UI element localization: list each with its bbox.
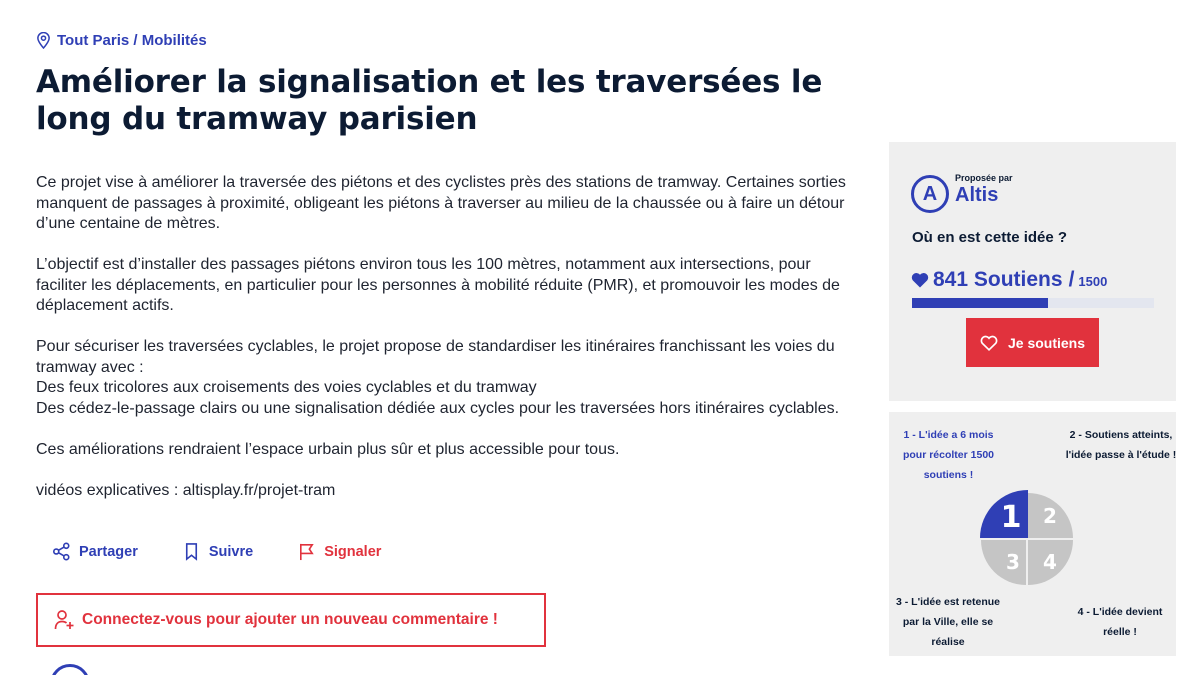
- idea-actions: [52, 542, 425, 561]
- report-button[interactable]: [297, 542, 381, 561]
- report-label: Signaler: [324, 543, 382, 560]
- location-pin-icon: [36, 32, 51, 49]
- step-4-number: 4: [1043, 550, 1057, 574]
- description-paragraph: Pour sécuriser les traversées cyclables, le projet propose de standardiser les itinéraires franchissant les voies du tramway avec :: [36, 338, 835, 376]
- description-paragraph: Des cédez-le-passage clairs ou une signalisation dédiée aux cycles pour les traversées hors itinéraires cyclables.: [36, 399, 840, 417]
- step-2-text: 2 - Soutiens atteints, l'idée passe à l'étude !: [1065, 429, 1177, 461]
- description-paragraph: L’objectif est d’installer des passages piétons environ tous les 100 mètres, notamment aux intersections, pour faciliter les déplacements, en particulier pour les personnes à mobilité réduite (PMR), et promouvoir les modes de déplacement actifs.: [36, 256, 840, 314]
- step-3-text: 3 - L'idée est retenue par la Ville, elle se réalise: [895, 596, 1001, 648]
- heart-outline-icon: [980, 335, 998, 351]
- author-name[interactable]: Altis: [955, 184, 999, 206]
- share-button[interactable]: [52, 542, 138, 561]
- flag-icon: [297, 542, 316, 561]
- description-line: Des feux tricolores aux croisements des voies cyclables et du tramway: [36, 379, 537, 396]
- idea-description: [36, 173, 846, 522]
- share-label: Partager: [79, 543, 138, 560]
- heart-icon: [911, 272, 929, 288]
- description-paragraph: Ce projet vise à améliorer la traversée des piétons et des cyclistes près des stations de tramway. Certaines sorties manquent de passages à proximité, obligeant les piétons à traverser au milieu de la chaussée ou à faire un détour d’une centaine de mètres.: [36, 174, 846, 232]
- breadcrumb-text[interactable]: Tout Paris / Mobilités: [57, 32, 207, 49]
- support-progress-bar: [912, 298, 1154, 308]
- description-links: vidéos explicatives : altisplay.fr/projet-tram: [36, 481, 336, 499]
- support-button-label: Je soutiens: [1007, 334, 1086, 351]
- proposed-by-label: Proposée par: [955, 173, 1013, 183]
- support-count-separator: /: [1068, 268, 1075, 291]
- support-goal: 1500: [1078, 274, 1108, 289]
- breadcrumb[interactable]: [36, 32, 207, 49]
- author-logo[interactable]: A: [911, 175, 949, 213]
- share-icon: [52, 542, 71, 561]
- user-icon: [54, 609, 74, 631]
- step-1-text: 1 - L'idée a 6 mois pour récolter 1500 soutiens !: [902, 429, 995, 481]
- login-prompt-text: Connectez-vous pour ajouter un nouveau commentaire !: [82, 611, 498, 628]
- follow-label: Suivre: [208, 543, 254, 560]
- bookmark-icon: [182, 542, 201, 561]
- steps-wheel: [971, 490, 1081, 590]
- description-paragraph: Ces améliorations rendraient l’espace urbain plus sûr et plus accessible pour tous.: [36, 440, 620, 458]
- page-title: Améliorer la signalisation et les traversées le long du tramway parisien: [36, 64, 823, 137]
- step-3-number: 3: [1006, 550, 1020, 574]
- support-count-value: 841 Soutiens: [933, 268, 1063, 291]
- step-2-number: 2: [1043, 504, 1057, 528]
- support-progress-fill: [912, 298, 1048, 308]
- support-count: [911, 268, 1107, 292]
- idea-steps-panel: [889, 412, 1176, 656]
- status-question: Où en est cette idée ?: [912, 229, 1068, 246]
- follow-button[interactable]: [182, 542, 253, 561]
- avatar: [50, 664, 90, 675]
- step-4-text: 4 - L'idée devient réelle !: [1077, 606, 1163, 638]
- idea-status-panel: [889, 142, 1176, 401]
- login-to-comment-banner[interactable]: [36, 593, 546, 647]
- support-button[interactable]: [966, 318, 1099, 367]
- step-1-number: 1: [1000, 500, 1022, 535]
